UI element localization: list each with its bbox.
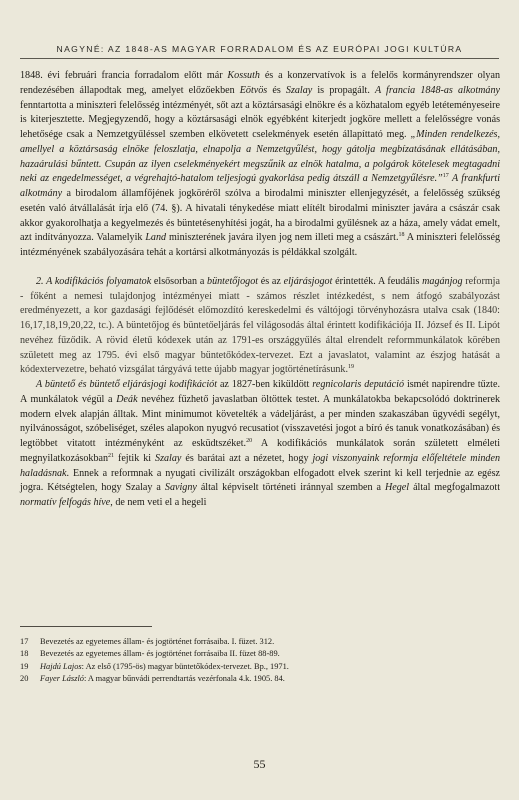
italic-text: magánjog [422, 275, 463, 287]
italic-text: Szalay [285, 84, 313, 96]
paragraph-2 [20, 275, 500, 378]
italic-text: Eötvös [239, 84, 268, 96]
text: és az [258, 275, 284, 287]
italic-text: Savigny [164, 482, 197, 494]
footnote-20 [20, 673, 500, 685]
paragraph-1 [20, 69, 500, 261]
footnote-ref[interactable]: 17 [442, 173, 449, 180]
text: és [267, 84, 286, 96]
footnote-ref[interactable]: 21 [108, 452, 115, 459]
footnote-number: 18 [20, 649, 29, 659]
text: elsősorban a [151, 275, 208, 287]
footnote-ref[interactable]: 20 [246, 438, 253, 444]
italic-quote: „Minden rendelkezés, amellyel a köztársaság elnöke feloszlatja, elnapolja a Nemzetgyűlést, hogy gátolja megbízatásának ellátásában, hazaárulási bűntett. Csupán az ilyen cselekményekért megszűnik az elnök hatalma, a polgárok kötelesek megtagadni neki az engedelmességet, a végrehajtó-hatalom teljesjogú gyakorlása pedig átszáll a Nemzetgyűlésre.” [20, 129, 501, 185]
text: és a konzervatívok is a felelős kormányrendszer olyan rendezésében állapodtak meg, amelyet előzőekben [20, 70, 500, 96]
italic-text: regnicolaris deputáció [312, 379, 405, 390]
footnote-ref[interactable]: 19 [348, 364, 355, 371]
italic-text: Szalay [155, 452, 182, 464]
text: az 1827-ben kiküldött [217, 379, 313, 390]
italic-text: A büntető és büntető eljárásjogi kodifikációt [36, 379, 218, 390]
footnote-number: 17 [20, 637, 29, 646]
footnote-text: Bevezetés az egyetemes állam- és jogtörténet forrásaiba II. füzet 88-89. [40, 649, 280, 659]
body-text [20, 69, 500, 511]
footnote-author: Hajdú Lajos [40, 661, 82, 671]
footnote-text: Bevezetés az egyetemes állam- és jogtörténet forrásaiba. I. füzet. 312. [40, 637, 275, 646]
footnote-rule [20, 626, 152, 627]
italic-text: A francia 1848-as alkotmány [374, 84, 501, 96]
italic-text: Land [145, 232, 167, 244]
italic-text: A frankfurti alkotmány [20, 173, 500, 199]
italic-text: jogi viszonyaink reformja előfeltétele minden haladásnak [20, 452, 500, 479]
italic-text: Kossuth [227, 70, 260, 81]
text: nevéhez fűzhető javaslatban öltöttek testet. A munkálatokba bekapcsolódó doktrinerek modern elvek alapján álltak. Mint minimumot követelték a vádeljárást, a per minden szakaszában ügyvédi segélyt, nyilvánosságot, szóbeliséget, széles alapokon nyugvó recusatiot (visszavetési jogot a bíró és tanuk vonatkozásában) és legtöbbet vitatott intézményként az esküdtszéket. [20, 393, 500, 449]
italic-text: Hegel [384, 482, 410, 494]
text: 1848. évi februári francia forradalom előtt már [20, 70, 228, 81]
text: fenntartotta a miniszteri felelősség intézményét, sőt azt a köztársasági elnökre és a közhatalom egyéb letéteményeseire is kiterjesztette. Megjegyzendő, hogy a köztársasági elnök egyébként kiterjedt jogköre mellett a felelősségre vonás lehetősége csak a Nemzetgyűléssel szemben elkövetett cselekmények esetén állapíttató meg. [20, 99, 500, 140]
text: A miniszteri felelősség intézményének szabályozására tehát a kortársi alkotmányozás is példákkal szolgált. [20, 232, 500, 258]
footnote-author: Fayer László [40, 674, 84, 684]
text: miniszterének javára ilyen jog nem illeti meg a császárt. [166, 232, 399, 244]
footnote-17 [20, 636, 500, 648]
text: ismét napirendre tűzte. A munkálatok végül a [20, 379, 500, 405]
text: fejtik ki [114, 452, 156, 464]
text: által megfogalmazott [409, 482, 501, 494]
italic-text: normatív felfogás híve [20, 497, 111, 508]
footnotes [20, 636, 500, 686]
footnote-number: 19 [20, 661, 29, 671]
footnote-18 [20, 648, 500, 660]
text: A kodifikációs munkálatok során született elméleti megnyilatkozásokban [20, 438, 501, 464]
italic-text: büntetőjogot [207, 275, 259, 287]
footnote-number: 20 [20, 674, 29, 684]
text: reformja - főként a nemesi tulajdonjog intézményei miatt - számos részlet intézkedést, s nem átfogó szabályozást eredményezett, a kor gazdasági fejlődését előmozdító kereskedelmi és váltójogi törvényhozásra utalva csak (1840: 16,17,18,19,20,22, tc.). A büntetőjog és büntetőeljárás fel világosodás által érintett kodifikációja II. József és II. Lipót nevéhez fűződik. A rövid életű kódexek után az 1791-es országgyűlés által elrendelt reformmunkálatok körében született meg az 1795. évi első magyar büntetőkódex-tervezet. Ezt a javaslatot, valamint az észjog hatását a kódextervezetre, beható vizsgálat tárgyává tette újabb magyar jogtörténetírásunk. [20, 275, 500, 376]
paragraph-3 [20, 378, 500, 511]
italic-text: Deák [116, 393, 138, 405]
running-header: NAGYNÉ: AZ 1848-AS MAGYAR FORRADALOM ÉS AZ EURÓPAI JOGI KULTÚRA [56, 44, 463, 54]
page-number: 55 [253, 757, 266, 771]
text: által képviselt történeti iránnyal szemben a [196, 482, 385, 494]
footnote-text: : Az első (1795-ös) magyar büntetőkódex-tervezet. Bp., 1971. [81, 661, 289, 671]
text: , de nem veti el a hegeli [110, 497, 207, 508]
section-heading: 2. A kodifikációs folyamatok [36, 275, 152, 287]
text: . Ennek a reformnak a nyugati civilizált országokban elfogadott elvek szerint ki kell terjednie az egész jogra. Kétségtelen, hogy Szalay a [20, 467, 500, 494]
text: is propagált. [312, 84, 375, 96]
text: érintették. A feudális [332, 275, 423, 287]
footnote-19 [20, 661, 500, 673]
footnote-ref[interactable]: 18 [398, 232, 405, 239]
text: és barátai azt a nézetet, hogy [181, 452, 313, 464]
header-rule [20, 58, 499, 59]
text: a birodalom államfőjének jogköréről szólva a birodalmi miniszter ellenjegyzését, a felelősség szükség esetén való átvállalását írja elő (74. §). A hivatali ténykedése miatt elítélt birodalmi miniszter javára a császár csak akkor gyakorolhatja a kegyelmezés és büntetésenyhítési jogát, ha a birodalmi gyűlésnek az a háza, amely vádat emelt, azt indítványozza. Valamelyik [20, 188, 500, 244]
footnote-text: : A magyar bűnvádi perrendtartás vezérfonala 4.k. 1905. 84. [83, 674, 285, 684]
italic-text: eljárásjogot [283, 275, 333, 287]
